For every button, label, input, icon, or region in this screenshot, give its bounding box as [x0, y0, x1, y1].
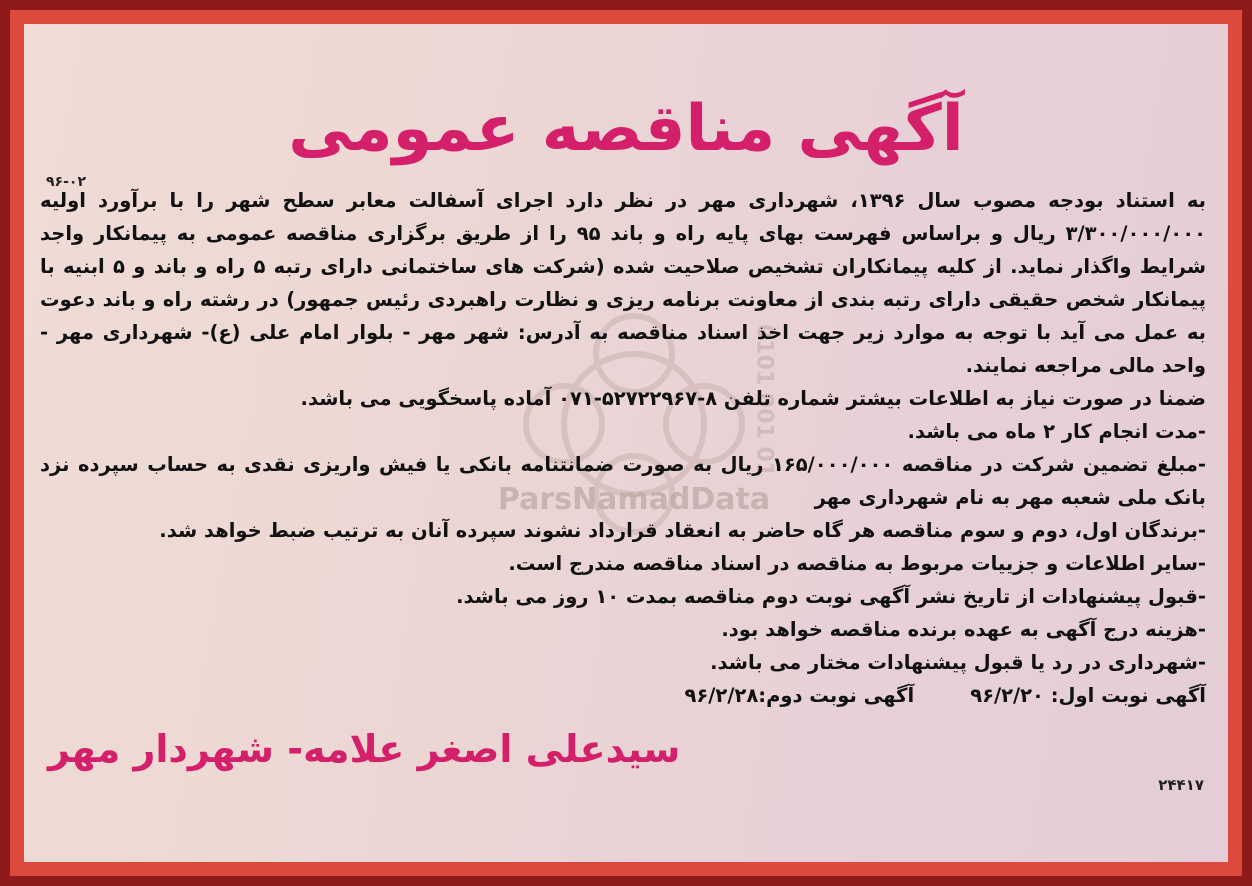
notice-border: [10, 10, 1242, 876]
phone-line: ضمنا در صورت نیاز به اطلاعات بیشتر شماره تلفن ۸-۵۲۷۲۲۹۶۷-۰۷۱ آماده پاسخگویی می باشد.: [300, 387, 1206, 410]
condition-item: -شهرداری در رد یا قبول پیشنهادات مختار می باشد.: [710, 651, 1206, 674]
condition-item: -برندگان اول، دوم و سوم مناقصه هر گاه حاضر به انعقاد قرارداد نشوند سپرده آنان به ترتیب ضبط خواهد شد.: [159, 519, 1206, 542]
notice-body: [40, 184, 1206, 712]
condition-item: -هزینه درج آگهی به عهده برنده مناقصه خواهد بود.: [721, 618, 1206, 641]
notice-title: آگهی مناقصه عمومی: [288, 92, 964, 166]
condition-item: -قبول پیشنهادات از تاریخ نشر آگهی نوبت دوم مناقصه بمدت ۱۰ روز می باشد.: [456, 585, 1206, 608]
condition-item: -سایر اطلاعات و جزییات مربوط به مناقصه در اسناد مناقصه مندرج است.: [508, 552, 1206, 575]
second-round-date: آگهی نوبت دوم:۹۶/۲/۲۸: [684, 684, 915, 707]
watermark-digits: 0101 001 01: [751, 324, 777, 478]
signature: سیدعلی اصغر علامه- شهردار مهر: [48, 727, 681, 771]
condition-item: -مدت انجام کار ۲ ماه می باشد.: [907, 420, 1206, 443]
watermark-brand: ParsNamadData: [497, 482, 771, 517]
publication-dates: [40, 679, 1206, 712]
bottom-code: ۲۴۴۱۷: [1158, 776, 1204, 794]
intro-paragraph: به استناد بودجه مصوب سال ۱۳۹۶، شهرداری مهر در نظر دارد اجرای آسفالت معابر سطح شهر را با برآورد اولیه ۳/۳۰۰/۰۰۰/۰۰۰ ریال و براساس فهرست بهای پایه راه و باند ۹۵ را از طریق برگزاری مناقصه عمومی به پیمانکار واجد شرایط واگذار نماید. از کلیه پیمانکاران تشخیص صلاحیت شده (شرکت های ساختمانی دارای رتبه ۵ راه و باند و ۵ ابنیه با پیمانکار شخص حقیقی دارای رتبه بندی از معاونت برنامه ریزی و نظارت راهبردی رئیس جمهور) در رشته راه و باند دعوت به عمل می آید با توجه به موارد زیر جهت اخذ اسناد مناقصه به آدرس: شهر مهر - بلوار امام علی (ع)- شهرداری مهر - واحد مالی مراجعه نمایند.: [40, 189, 1206, 377]
first-round-date: آگهی نوبت اول: ۹۶/۲/۲۰: [970, 684, 1206, 707]
condition-item: -مبلغ تضمین شرکت در مناقصه ۱۶۵/۰۰۰/۰۰۰ ریال به صورت ضمانتنامه بانکی یا فیش واریزی نقدی به حساب سپرده نزد بانک ملی شعبه مهر به نام شهرداری مهر: [40, 453, 1206, 509]
notice-paper: [24, 24, 1228, 862]
reference-code: ۹۶-۰۲: [46, 174, 86, 190]
